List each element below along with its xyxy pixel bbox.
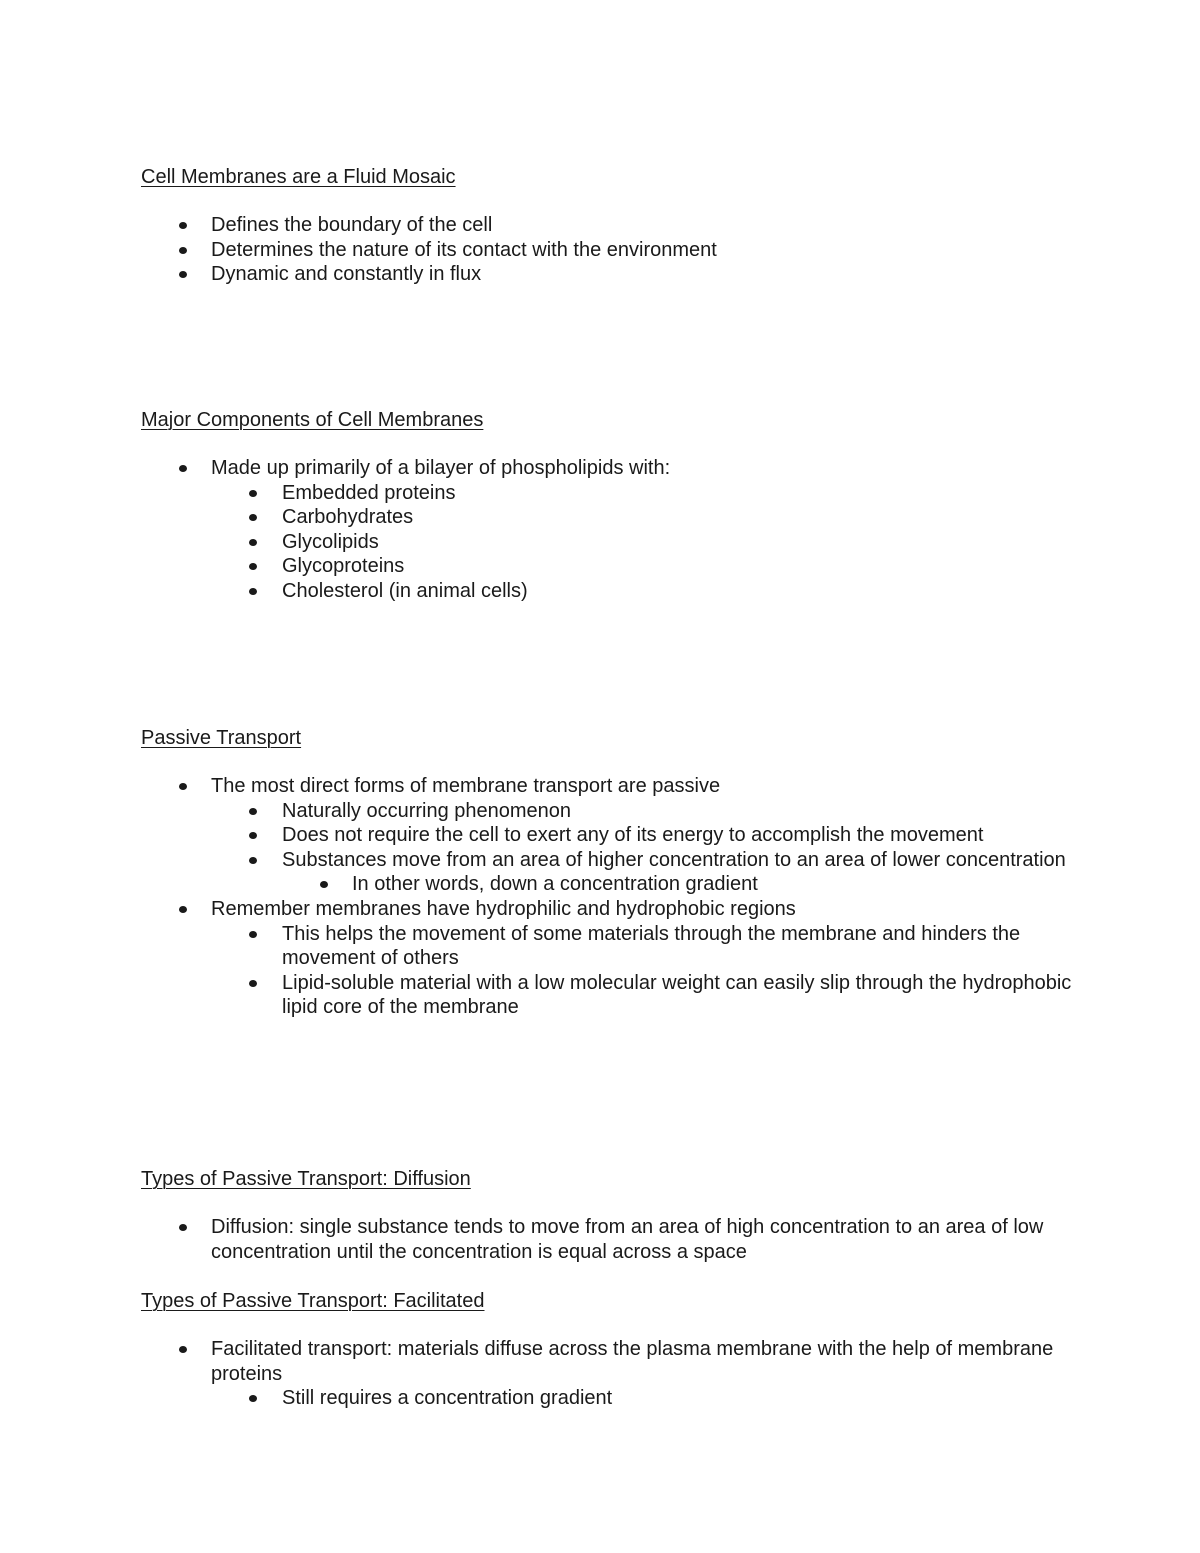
- list-item-text: Diffusion: single substance tends to move from an area of high concentration to an area of low concentration until the concentration is equal across a space: [211, 1216, 1044, 1263]
- list-item: [141, 1337, 1081, 1411]
- list-item-text: Substances move from an area of higher concentration to an area of lower concentration: [282, 848, 1066, 871]
- sub-list-item: [211, 971, 1081, 1020]
- bullet-icon: [249, 1395, 257, 1402]
- sub-list-item: [211, 848, 1081, 897]
- list-item-text: Made up primarily of a bilayer of phospholipids with:: [211, 457, 671, 479]
- section-major-components: [141, 408, 1081, 604]
- list-item-text: In other words, down a concentration gradient: [352, 873, 758, 896]
- bullet-icon: [179, 222, 187, 229]
- section-passive-transport: [141, 726, 1081, 1020]
- list-item: [141, 456, 1081, 604]
- bullet-icon: [249, 808, 257, 815]
- bullet-icon: [179, 271, 187, 278]
- sub-list-item: [211, 554, 1081, 579]
- bullet-list: [141, 774, 1081, 1020]
- sub-bullet-list: [141, 799, 1081, 897]
- list-item: [141, 897, 1081, 1020]
- bullet-icon: [179, 783, 187, 790]
- sub-bullet-list: [141, 481, 1081, 604]
- bullet-icon: [179, 247, 187, 254]
- sub-list-item: [211, 530, 1081, 555]
- list-item-text: Naturally occurring phenomenon: [282, 799, 572, 822]
- bullet-icon: [249, 832, 257, 839]
- bullet-list: [141, 213, 1081, 287]
- sub-list-item: [211, 481, 1081, 506]
- list-item: [141, 238, 1081, 263]
- bullet-list: [141, 456, 1081, 604]
- list-item-text: Glycolipids: [282, 530, 379, 553]
- list-item-text: Defines the boundary of the cell: [211, 214, 493, 236]
- sub-bullet-list: [141, 1386, 1081, 1411]
- bullet-list: [141, 1337, 1081, 1411]
- bullet-icon: [249, 931, 257, 938]
- list-item-text: Dynamic and constantly in flux: [211, 263, 482, 286]
- sub-sub-list-item: [282, 872, 1081, 897]
- sub-list-item: [211, 579, 1081, 604]
- bullet-icon: [249, 514, 257, 521]
- sub-list-item: [211, 799, 1081, 824]
- list-item-text: Carbohydrates: [282, 506, 414, 529]
- list-item-text: Lipid-soluble material with a low molecular weight can easily slip through the hydrophobic lipid core of the membrane: [282, 971, 1072, 1019]
- sub-list-item: [211, 505, 1081, 530]
- bullet-icon: [249, 490, 257, 497]
- bullet-icon: [179, 1346, 187, 1353]
- list-item-text: Glycoproteins: [282, 555, 405, 578]
- bullet-icon: [249, 980, 257, 987]
- section-heading: Types of Passive Transport: Diffusion: [141, 1168, 471, 1190]
- bullet-icon: [179, 1224, 187, 1231]
- section-heading: Major Components of Cell Membranes: [141, 409, 484, 431]
- bullet-icon: [249, 588, 257, 595]
- list-item-text: Does not require the cell to exert any of its energy to accomplish the movement: [282, 824, 984, 847]
- list-item-text: Embedded proteins: [282, 481, 456, 504]
- sub-sub-bullet-list: [282, 872, 1081, 897]
- section-heading: Cell Membranes are a Fluid Mosaic: [141, 166, 456, 188]
- sub-bullet-list: [141, 922, 1081, 1020]
- section-facilitated: [141, 1289, 1081, 1411]
- list-item-text: Remember membranes have hydrophilic and hydrophobic regions: [211, 897, 796, 920]
- sub-list-item: [211, 1386, 1081, 1411]
- bullet-icon: [249, 539, 257, 546]
- section-cell-membranes: [141, 165, 1081, 287]
- list-item-text: The most direct forms of membrane transport are passive: [211, 775, 721, 797]
- list-item: [141, 774, 1081, 897]
- list-item-text: Cholesterol (in animal cells): [282, 579, 528, 602]
- section-heading: Types of Passive Transport: Facilitated: [141, 1290, 485, 1312]
- bullet-icon: [249, 857, 257, 864]
- bullet-icon: [179, 465, 187, 472]
- list-item: [141, 213, 1081, 238]
- section-heading: Passive Transport: [141, 727, 302, 749]
- section-diffusion: [141, 1167, 1081, 1264]
- list-item: [141, 262, 1081, 287]
- bullet-icon: [249, 563, 257, 570]
- list-item-text: Facilitated transport: materials diffuse across the plasma membrane with the help of membrane proteins: [211, 1338, 1054, 1385]
- bullet-icon: [179, 906, 187, 913]
- list-item: [141, 1215, 1081, 1264]
- bullet-list: [141, 1215, 1081, 1264]
- list-item-text: Still requires a concentration gradient: [282, 1387, 613, 1410]
- sub-list-item: [211, 823, 1081, 848]
- sub-list-item: [211, 922, 1081, 971]
- list-item-text: Determines the nature of its contact with the environment: [211, 238, 717, 261]
- list-item-text: This helps the movement of some materials through the membrane and hinders the movement of others: [282, 922, 1021, 970]
- bullet-icon: [320, 881, 328, 888]
